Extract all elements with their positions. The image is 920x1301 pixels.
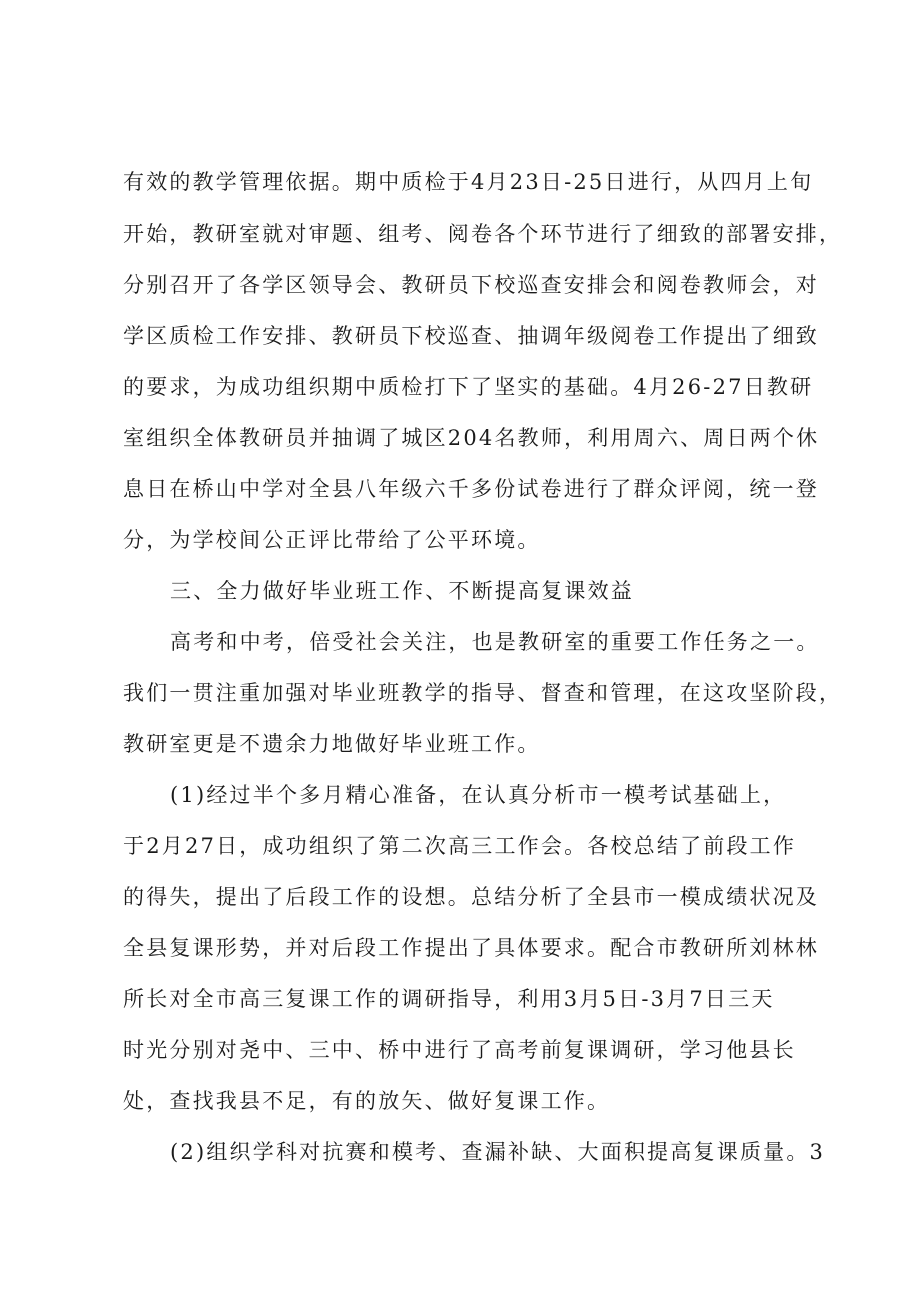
paragraph-line: 有效的教学管理依据。期中质检于4月23日-25日进行，从四月上旬	[123, 170, 814, 194]
paragraph-line: 时光分别对尧中、三中、桥中进行了高考前复课调研，学习他县长	[123, 1038, 796, 1062]
paragraph-line: 高考和中考，倍受社会关注，也是教研室的重要工作任务之一。	[170, 630, 820, 654]
paragraph-line: (1)经过半个多月精心准备，在认真分析市一模考试基础上，	[170, 783, 787, 807]
paragraph-line: 室组织全体教研员并抽调了城区204名教师，利用周六、周日两个休	[123, 426, 820, 450]
paragraph-line: 全县复课形势，并对后段工作提出了具体要求。配合市教研所刘林林	[123, 936, 819, 960]
paragraph-line: 的要求，为成功组织期中质检打下了坚实的基础。4月26-27日教研	[123, 375, 814, 399]
paragraph-line: 教研室更是不遗余力地做好毕业班工作。	[123, 732, 541, 756]
paragraph-line: 息日在桥山中学对全县八年级六千多份试卷进行了群众评阅，统一登	[123, 477, 819, 501]
paragraph-line: 开始，教研室就对审题、组考、阅卷各个环节进行了细致的部署安排，	[123, 222, 843, 246]
paragraph-line: 学区质检工作安排、教研员下校巡查、抽调年级阅卷工作提出了细致	[123, 324, 819, 348]
paragraph-line: 我们一贯注重加强对毕业班教学的指导、督查和管理，在这攻坚阶段，	[123, 681, 843, 705]
paragraph-line: 处，查找我县不足，有的放矢、做好复课工作。	[123, 1089, 611, 1113]
paragraph-line: 于2月27日，成功组织了第二次高三工作会。各校总结了前段工作	[123, 834, 797, 858]
paragraph-line: 所长对全市高三复课工作的调研指导，利用3月5日-3月7日三天	[123, 987, 775, 1011]
section-heading: 三、全力做好毕业班工作、不断提高复课效益	[170, 579, 634, 603]
paragraph-line: (2)组织学科对抗赛和模考、查漏补缺、大面积提高复课质量。3	[170, 1140, 826, 1164]
paragraph-line: 分别召开了各学区领导会、教研员下校巡查安排会和阅卷教师会，对	[123, 273, 819, 297]
paragraph-line: 分，为学校间公正评比带给了公平环境。	[123, 528, 541, 552]
paragraph-line: 的得失，提出了后段工作的设想。总结分析了全县市一模成绩状况及	[123, 885, 819, 909]
